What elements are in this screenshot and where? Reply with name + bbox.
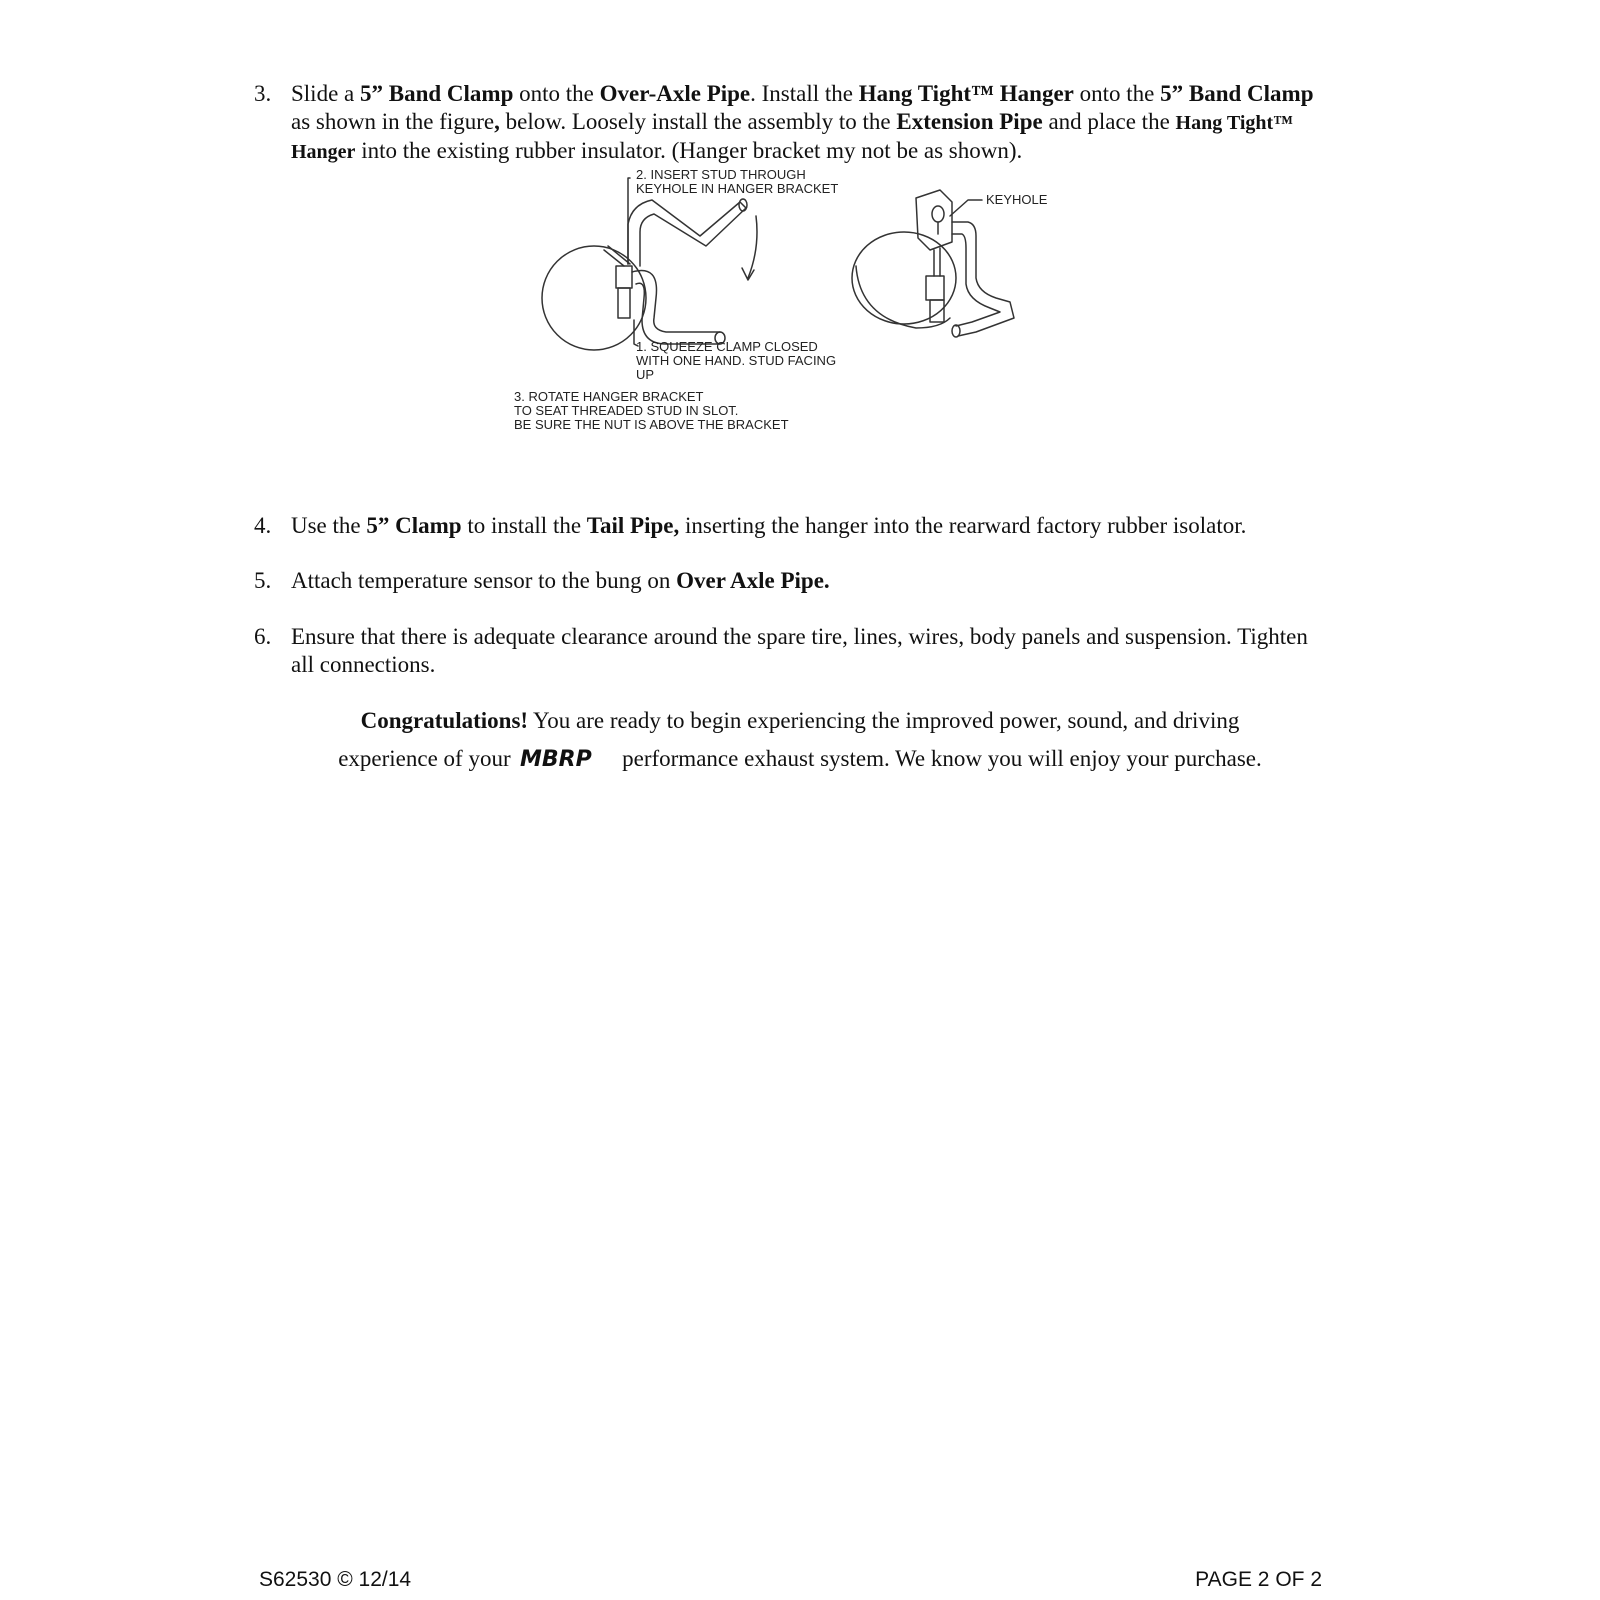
bold-term-tail-pipe: Tail Pipe, <box>586 513 680 538</box>
right-clamp-nut <box>926 276 944 300</box>
step-5 <box>254 567 1334 595</box>
left-clamp-body <box>618 288 630 318</box>
footer-document-id: S62530 © 12/14 <box>259 1568 412 1591</box>
right-stud <box>934 248 940 276</box>
bold-term-hang-tight-hanger: Hang Tight™ Hanger <box>858 81 1074 106</box>
label-insert-stud: 2. INSERT STUD THROUGH KEYHOLE IN HANGER BRACKET <box>636 167 839 196</box>
step-text: Ensure that there is adequate clearance around the spare tire, lines, wires, body panels and suspension. Tighten all connections. <box>291 624 1308 677</box>
footer-page-number: PAGE 2 OF 2 <box>1195 1568 1322 1591</box>
step-4 <box>254 512 1334 540</box>
text-run: performance exhaust system. We know you will enjoy your purchase. <box>616 746 1262 771</box>
clamp-hanger-figure <box>514 167 1080 448</box>
text-run: inserting the hanger into the rearward factory rubber isolator. <box>679 513 1247 538</box>
step-text <box>291 512 1334 540</box>
left-clamp-nut <box>616 266 632 288</box>
left-hanger-rod-lower <box>636 283 720 344</box>
bold-term-extension-pipe: Extension Pipe <box>896 109 1043 134</box>
congrats-heading: Congratulations! <box>360 708 529 733</box>
bold-term-band-clamp: 5” Band Clamp <box>360 81 514 106</box>
label-rotate-bracket: 3. ROTATE HANGER BRACKET TO SEAT THREADED STUD IN SLOT. BE SURE THE NUT IS ABOVE THE BRACKET <box>514 389 789 432</box>
keyhole-icon <box>932 206 944 222</box>
bold-term-over-axle-pipe: Over-Axle Pipe <box>599 81 751 106</box>
text-run: You are ready to begin experiencing the improved power, sound, and driving <box>528 708 1240 733</box>
congrats-line-2 <box>290 740 1310 778</box>
step-number: 4. <box>254 513 272 538</box>
right-clamp-body <box>930 300 944 322</box>
text-run: onto the <box>1073 81 1161 106</box>
right-hanger-rod-outer <box>952 222 1014 336</box>
label-squeeze-clamp: 1. SQUEEZE CLAMP CLOSED WITH ONE HAND. STUD FACING UP <box>636 339 837 382</box>
step-6 <box>254 623 1334 679</box>
step-text <box>291 80 1334 166</box>
step-text <box>291 567 1334 595</box>
step-3 <box>254 80 1334 166</box>
left-hanger-bracket <box>628 200 746 266</box>
rotate-arrow <box>748 216 757 278</box>
mbrp-logo <box>520 747 612 769</box>
text-run: Slide a <box>291 81 360 106</box>
left-stud-lines <box>604 246 630 266</box>
bold-term-over-axle-pipe: Over Axle Pipe. <box>676 568 830 593</box>
bold-term-band-clamp: 5” Band Clamp <box>1160 81 1314 106</box>
step-number: 6. <box>254 624 272 649</box>
text-run: Attach temperature sensor to the bung on <box>291 568 677 593</box>
bold-comma: , <box>494 109 500 134</box>
leader-keyhole <box>950 200 982 216</box>
congrats-line-1 <box>290 702 1310 740</box>
text-run: into the existing rubber insulator. (Hanger bracket my not be as shown). <box>355 138 1023 163</box>
text-run: onto the <box>513 81 600 106</box>
text-run: Use the <box>291 513 367 538</box>
step-number: 3. <box>254 81 272 106</box>
text-run: experience of your <box>338 746 517 771</box>
text-run: below. Loosely install the assembly to the <box>499 109 897 134</box>
mbrp-logo-text: MBRP <box>520 747 593 769</box>
step-number: 5. <box>254 568 272 593</box>
bold-term-clamp: 5” Clamp <box>366 513 462 538</box>
text-run: and place the <box>1042 109 1176 134</box>
text-run: as shown in the figure <box>291 109 495 134</box>
right-rod-end <box>952 325 960 337</box>
label-keyhole: KEYHOLE <box>986 192 1048 207</box>
bold-term-hang-tight-hanger: Hang Tight™ Hanger <box>291 112 1294 163</box>
text-run: . Install the <box>750 81 859 106</box>
congratulations-paragraph <box>290 702 1310 778</box>
text-run: to install the <box>461 513 587 538</box>
